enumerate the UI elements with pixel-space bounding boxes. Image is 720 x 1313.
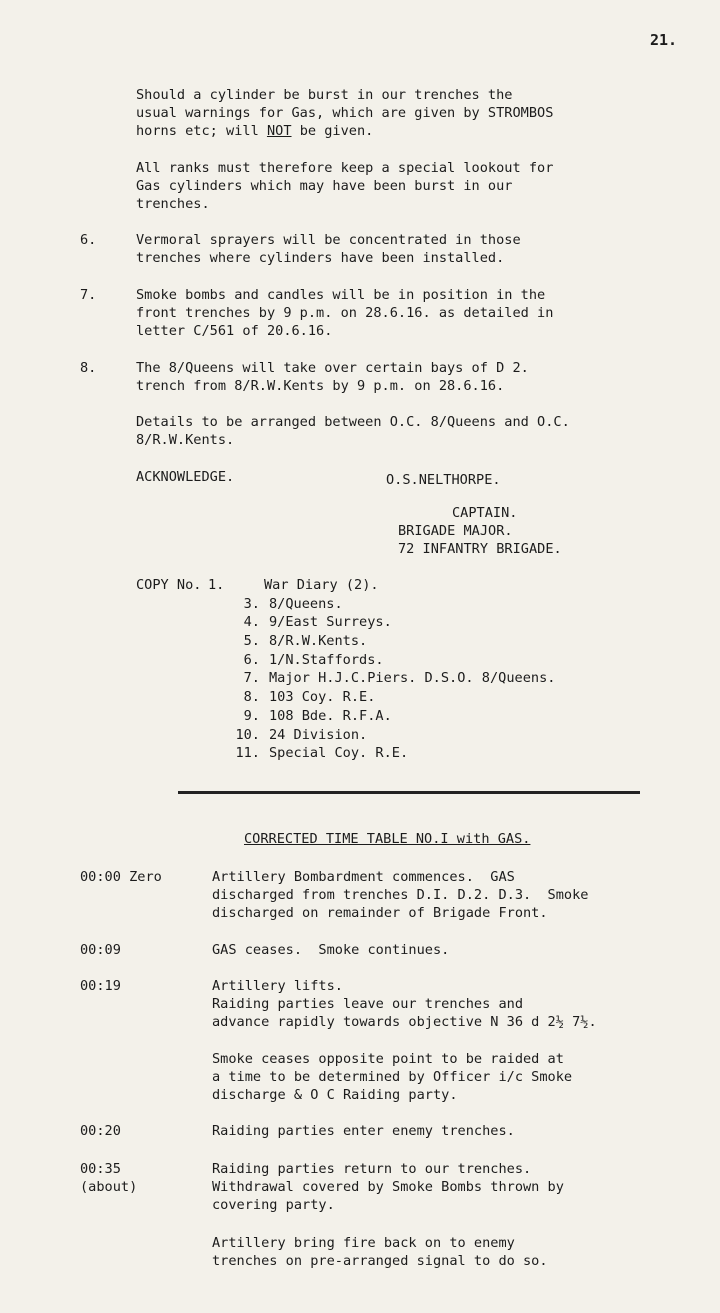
list-item xyxy=(136,726,555,745)
copy-recipient: War Diary (2). xyxy=(264,577,379,593)
list-item xyxy=(136,651,555,670)
copy-number: 11. xyxy=(235,745,260,762)
copy-number: 6. xyxy=(243,651,260,668)
intro-paragraph-1 xyxy=(136,86,553,140)
signature-name: O.S.NELTHORPE. xyxy=(386,472,501,488)
timetable-entry: Smoke ceases opposite point to be raided at a time to be determined by Officer i/c Smoke discharge & O C Raiding party. xyxy=(212,1051,573,1103)
intro-line-2: usual warnings for Gas, which are given by STROMBOS xyxy=(136,105,554,121)
item-text-6: Vermoral sprayers will be concentrated in those trenches where cylinders have been installed. xyxy=(136,232,521,266)
item-number-8: 8. xyxy=(80,360,97,376)
intro-line-3-end: be given. xyxy=(291,123,374,139)
copy-number: 8. xyxy=(243,689,260,706)
copy-recipient: 8/Queens. xyxy=(269,595,343,612)
timetable-entry: Artillery Bombardment commences. GAS discharged from trenches D.I. D.2. D.3. Smoke discharged on remainder of Brigade Front. xyxy=(212,869,589,921)
list-item xyxy=(136,688,555,707)
copy-number: 5. xyxy=(243,633,260,650)
section-divider xyxy=(178,791,640,794)
list-item xyxy=(136,744,555,763)
timetable-time: 00:00 Zero xyxy=(80,869,162,885)
timetable-heading: CORRECTED TIME TABLE NO.I with GAS. xyxy=(244,831,531,847)
page-number: 21. xyxy=(650,31,678,49)
acknowledge-text: ACKNOWLEDGE. xyxy=(136,469,235,485)
intro-line-3: horns etc; will xyxy=(136,123,267,139)
copy-recipient: 8/R.W.Kents. xyxy=(269,633,368,650)
copy-recipient: 103 Coy. R.E. xyxy=(269,689,376,706)
signature-role: BRIGADE MAJOR. xyxy=(398,523,513,539)
timetable-time: 00:20 xyxy=(80,1123,121,1139)
signature-unit: 72 INFANTRY BRIGADE. xyxy=(398,541,562,557)
copy-number: 7. xyxy=(243,670,260,687)
list-item: COPY No. 1. War Diary (2). xyxy=(136,577,379,593)
copy-recipient: 108 Bde. R.F.A. xyxy=(269,707,392,724)
copy-recipient: Special Coy. R.E. xyxy=(269,745,409,762)
copy-number: 9. xyxy=(243,707,260,724)
copy-number: 3. xyxy=(243,595,260,612)
copy-number: 4. xyxy=(243,614,260,631)
list-item xyxy=(136,595,555,614)
timetable-time: 00:35 (about) xyxy=(80,1161,138,1195)
copy-distribution-list xyxy=(136,576,555,763)
not-emphasis: NOT xyxy=(266,123,292,139)
copy-recipient: 24 Division. xyxy=(269,726,368,743)
copy-recipient: 9/East Surreys. xyxy=(269,614,392,631)
copy-recipient: 1/N.Staffords. xyxy=(269,651,384,668)
copy-number: 10. xyxy=(235,726,260,743)
copy-recipient: Major H.J.C.Piers. D.S.O. 8/Queens. xyxy=(269,670,556,687)
timetable-time: 00:19 xyxy=(80,978,121,994)
copy-label: COPY No. xyxy=(136,577,202,593)
item-text-8: The 8/Queens will take over certain bays of D 2. trench from 8/R.W.Kents by 9 p.m. on 28.6.16. xyxy=(136,360,529,394)
details-paragraph: Details to be arranged between O.C. 8/Queens and O.C. 8/R.W.Kents. xyxy=(136,414,570,448)
intro-paragraph-2: All ranks must therefore keep a special lookout for Gas cylinders which may have been burst in our trenches. xyxy=(136,160,554,212)
timetable-entry: Artillery lifts. Raiding parties leave our trenches and advance rapidly towards objective N 36 d 2½ 7½. xyxy=(212,978,597,1030)
intro-line-1: Should a cylinder be burst in our trenches the xyxy=(136,87,513,103)
list-item xyxy=(136,707,555,726)
list-item xyxy=(136,669,555,688)
item-number-7: 7. xyxy=(80,287,97,303)
list-item xyxy=(136,613,555,632)
timetable-entry: GAS ceases. Smoke continues. xyxy=(212,942,450,958)
timetable-entry: Raiding parties enter enemy trenches. xyxy=(212,1123,515,1139)
timetable-time: 00:09 xyxy=(80,942,121,958)
item-text-7: Smoke bombs and candles will be in position in the front trenches by 9 p.m. on 28.6.16. as detailed in letter C/561 of 20.6.16. xyxy=(136,287,554,339)
list-item xyxy=(136,632,555,651)
signature-rank: CAPTAIN. xyxy=(452,505,518,521)
timetable-entry: Raiding parties return to our trenches. Withdrawal covered by Smoke Bombs thrown by covering party. xyxy=(212,1161,564,1213)
timetable-entry: Artillery bring fire back on to enemy trenches on pre-arranged signal to do so. xyxy=(212,1235,548,1269)
item-number-6: 6. xyxy=(80,232,97,248)
